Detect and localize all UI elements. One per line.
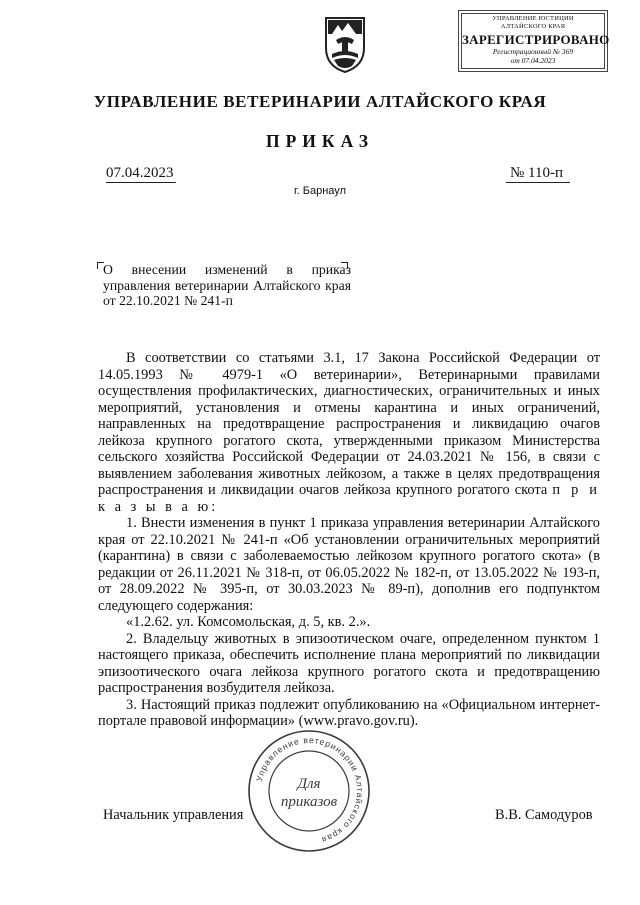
coat-of-arms-icon [322, 14, 368, 74]
stamp-status: ЗАРЕГИСТРИРОВАНО [462, 32, 610, 47]
seal-ring-text: Управление ветеринарии Алтайского края [253, 734, 366, 846]
order-city: г. Барнаул [294, 185, 346, 197]
preamble-text: В соответствии со статьями 3.1, 17 Закона Российской Федерации от 14.05.1993 № 4979-1 «О ветеринарии», Ветеринарными правилами осуществления профилактических, диагностических, ограничительных и иных мероприятий, установления и отмены карантина и иных ограничений, направленных на предотвращение распространения и ликвидацию очагов лейкоза крупного рогатого скота, утвержденными приказом Министерства сельского хозяйства Российской Федерации от 24.03.2021 № 156, в связи с выявлением заболевания животных лейкозом, а также в целях предотвращения распространения и ликвидации очагов лейкоза крупного рогатого скота [98, 350, 600, 498]
signatory-name: В.В. Самодуров [495, 807, 593, 823]
document-type: ПРИКАЗ [265, 131, 375, 151]
order-date: 07.04.2023 [106, 165, 174, 181]
item-3: 3. Настоящий приказ подлежит опубликованию на «Официальном интернет-портале правовой информации» (www.pravo.gov.ru). [98, 696, 600, 729]
item-2: 2. Владельцу животных в эпизоотическом очаге, определенном пунктом 1 настоящего приказа, обеспечить исполнение плана мероприятий по ликвидации эпизоотического очага лейкоза крупного рогатого скота и предотвращению распространения возбудителя лейкоза. [98, 630, 600, 696]
seal-center-line1: Для [297, 776, 321, 792]
organization-name: УПРАВЛЕНИЕ ВЕТЕРИНАРИИ АЛТАЙСКОГО КРАЯ [93, 92, 547, 111]
order-subject: О внесении изменений в приказ управления ветеринарии Алтайского края от 22.10.2021 № 241-п [103, 262, 351, 308]
item-1: 1. Внести изменения в пункт 1 приказа управления ветеринарии Алтайского края от 22.10.2021 № 241-п «Об установлении ограничительных мероприятий (карантина) в связи с заболеваемостью лейкозом крупного рогатого скота» (в редакции от 26.11.2021 № 318-п, от 06.05.2022 № 182-п, от 13.05.2022 № 193-п, от 28.09.2022 № 395-п, от 30.03.2023 № 89-п), дополнив его подпунктом следующего содержания: [98, 515, 600, 614]
stamp-reg-number: Регистрационный № 369 [492, 47, 574, 56]
preamble-paragraph [98, 350, 600, 515]
stamp-reg-date: от 07.04.2023 [510, 56, 556, 65]
order-body [98, 350, 600, 730]
registration-stamp [458, 10, 608, 72]
order-number: № 110-п [506, 165, 570, 183]
stamp-authority: УПРАВЛЕНИЕ ЮСТИЦИИ [492, 15, 574, 22]
stamp-authority-region: АЛТАЙСКОГО КРАЯ [500, 23, 566, 30]
round-seal [246, 728, 372, 854]
signatory-position: Начальник управления [103, 807, 244, 823]
order-word: п р и к а з ы в а ю: [98, 482, 601, 515]
seal-center-line2: приказов [280, 794, 338, 810]
item-1-quote: «1.2.62. ул. Комсомольская, д. 5, кв. 2.». [126, 614, 371, 630]
